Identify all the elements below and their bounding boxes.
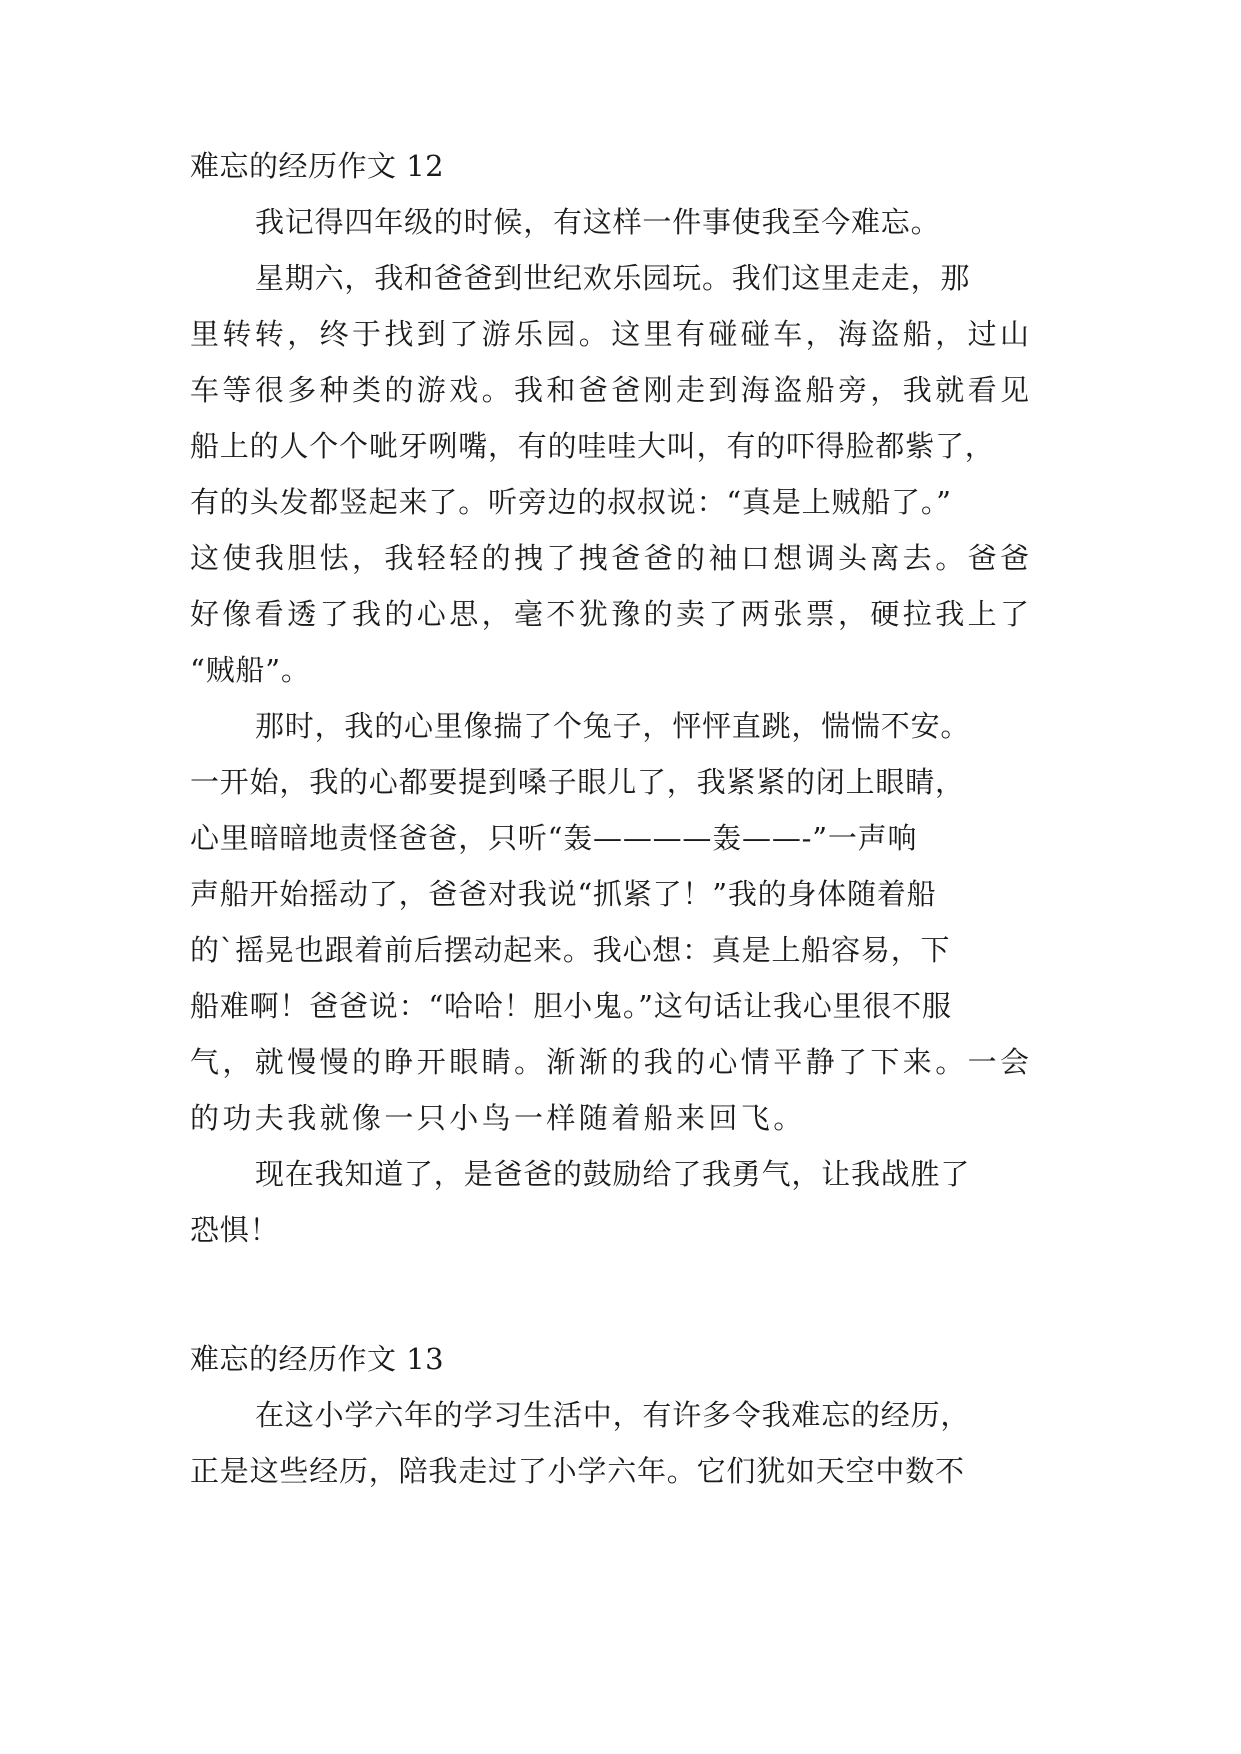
essay-12-title: 难忘的经历作文 12 — [190, 149, 445, 183]
essay-13-title: 难忘的经历作文 13 — [190, 1342, 445, 1376]
essay-13-paragraph-1-line-2: 正是这些经历，陪我走过了小学六年。它们犹如天空中数不 — [190, 1454, 965, 1488]
essay-12-paragraph-3-line-3: 心里暗暗地责怪爸爸，只听“轰————轰——-”一声响 — [190, 821, 918, 855]
essay-12-paragraph-1-line-1: 我记得四年级的时候，有这样一件事使我至今难忘。 — [255, 205, 941, 239]
essay-12-paragraph-3-line-6: 船难啊！爸爸说：“哈哈！胆小鬼。”这句话让我心里很不服 — [190, 989, 952, 1023]
essay-12-paragraph-4-line-1: 现在我知道了，是爸爸的鼓励给了我勇气，让我战胜了 — [255, 1157, 971, 1191]
essay-12-paragraph-3-line-7: 气，就慢慢的睁开眼睛。渐渐的我的心情平静了下来。一会 — [190, 1045, 1033, 1079]
essay-12-paragraph-2-line-1: 星期六，我和爸爸到世纪欢乐园玩。我们这里走走，那 — [255, 261, 971, 295]
essay-12-paragraph-3-line-5: 的`摇晃也跟着前后摆动起来。我心想：真是上船容易，下 — [190, 933, 951, 967]
essay-12-paragraph-2-line-4: 船上的人个个呲牙咧嘴，有的哇哇大叫，有的吓得脸都紫了， — [190, 429, 995, 463]
essay-12-paragraph-2-line-8: “贼船”。 — [190, 653, 311, 687]
essay-12-paragraph-2-line-2: 里转转，终于找到了游乐园。这里有碰碰车，海盗船，过山 — [190, 317, 1033, 351]
essay-12-paragraph-2-line-5: 有的头发都竖起来了。听旁边的叔叔说：“真是上贼船了。” — [190, 485, 952, 519]
essay-13-paragraph-1-line-1: 在这小学六年的学习生活中，有许多令我难忘的经历， — [255, 1398, 971, 1432]
essay-12-paragraph-3-line-8: 的功夫我就像一只小鸟一样随着船来回飞。 — [190, 1101, 806, 1135]
essay-12-paragraph-3-line-2: 一开始，我的心都要提到嗓子眼儿了，我紧紧的闭上眼睛， — [190, 765, 965, 799]
essay-12-paragraph-3-line-4: 声船开始摇动了，爸爸对我说“抓紧了！”我的身体随着船 — [190, 877, 937, 911]
essay-12-paragraph-2-line-3: 车等很多种类的游戏。我和爸爸刚走到海盗船旁，我就看见 — [190, 373, 1033, 407]
essay-12-paragraph-3-line-1: 那时，我的心里像揣了个兔子，怦怦直跳，惴惴不安。 — [255, 709, 971, 743]
essay-12-paragraph-4-line-2: 恐惧！ — [190, 1213, 280, 1247]
essay-12-paragraph-2-line-7: 好像看透了我的心思，毫不犹豫的卖了两张票，硬拉我上了 — [190, 597, 1033, 631]
essay-12-paragraph-2-line-6: 这使我胆怯，我轻轻的拽了拽爸爸的袖口想调头离去。爸爸 — [190, 541, 1033, 575]
